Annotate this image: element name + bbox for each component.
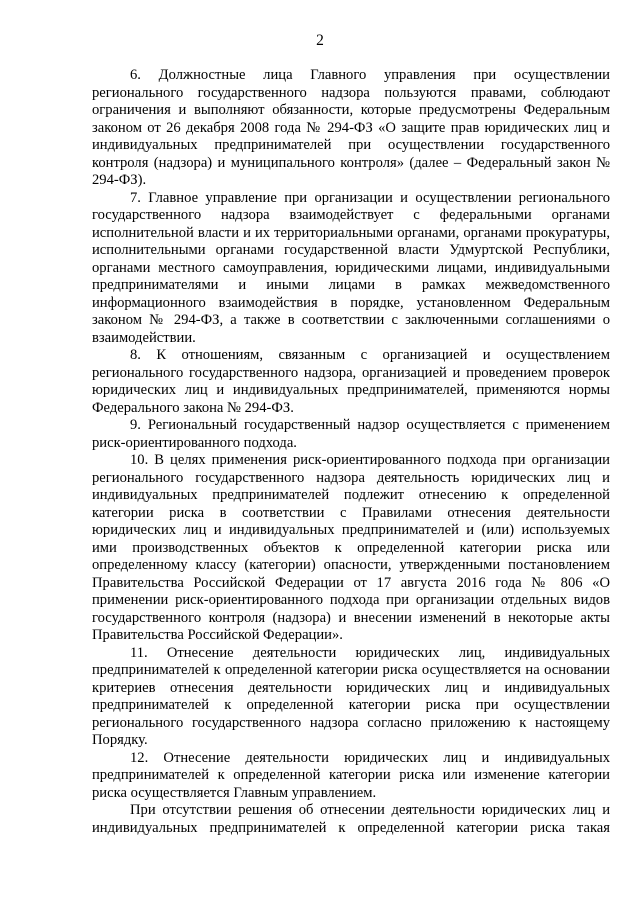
paragraph-8: 8. К отношениям, связанным с организацией и осуществлением регионального государственного надзора, организацией и проведением проверок юридических лиц и индивидуальных предпринимателей, применяются нормы Федерального закона № 294-ФЗ.	[92, 347, 610, 416]
paragraph-6: 6. Должностные лица Главного управления при осуществлении регионального государственного надзора пользуются правами, соблюдают ограничения и выполняют обязанности, которые предусмотрены Федеральным законом от 26 декабря 2008 года № 294-ФЗ «О защите прав юридических лиц и индивидуальных предпринимателей при осуществлении государственного контроля (надзора) и муниципального контроля» (далее – Федеральный закон № 294-ФЗ).	[92, 67, 610, 188]
paragraph-12: 12. Отнесение деятельности юридических лиц и индивидуальных предпринимателей к определенной категории риска или изменение категории риска осуществляется Главным управлением.	[92, 749, 610, 801]
paragraph-9: 9. Региональный государственный надзор осуществляется с применением риск-ориентированного подхода.	[92, 417, 610, 451]
document-body	[92, 67, 610, 837]
paragraph-11: 11. Отнесение деятельности юридических лиц, индивидуальных предпринимателей к определенной категории риска осуществляется на основании критериев отнесения деятельности юридических лиц и индивидуальных предпринимателей к определенной категории риска при осуществлении регионального государственного надзора согласно приложению к настоящему Порядку.	[92, 644, 610, 748]
paragraph-10: 10. В целях применения риск-ориентированного подхода при организации регионального государственного надзора деятельность юридических лиц и индивидуальных предпринимателей подлежит отнесению к определенной категории риска в соответствии с Правилами отнесения деятельности юридических лиц и индивидуальных предпринимателей и (или) используемых ими производственных объектов к определенной категории риска или определенному классу (категории) опасности, утвержденными постановлением Правительства Российской Федерации от 17 августа 2016 года № 806 «О применении риск-ориентированного подхода при организации отдельных видов государственного контроля (надзора) и внесении изменений в некоторые акты Правительства Российской Федерации».	[92, 452, 610, 643]
paragraph-continuation: При отсутствии решения об отнесении деятельности юридических лиц и индивидуальных предпринимателей к определенной категории риска такая	[92, 802, 610, 836]
page-number: 2	[316, 32, 324, 49]
paragraph-7: 7. Главное управление при организации и осуществлении регионального государственного надзора взаимодействует с федеральными органами исполнительной власти и их территориальными органами, органами прокуратуры, исполнительными органами государственной власти Удмуртской Республики, органами местного самоуправления, юридическими лицами, индивидуальными предпринимателями и иными лицами в рамках межведомственного информационного взаимодействия в порядке, установленном Федеральным законом № 294-ФЗ, а также в соответствии с заключенными соглашениями о взаимодействии.	[92, 189, 610, 346]
